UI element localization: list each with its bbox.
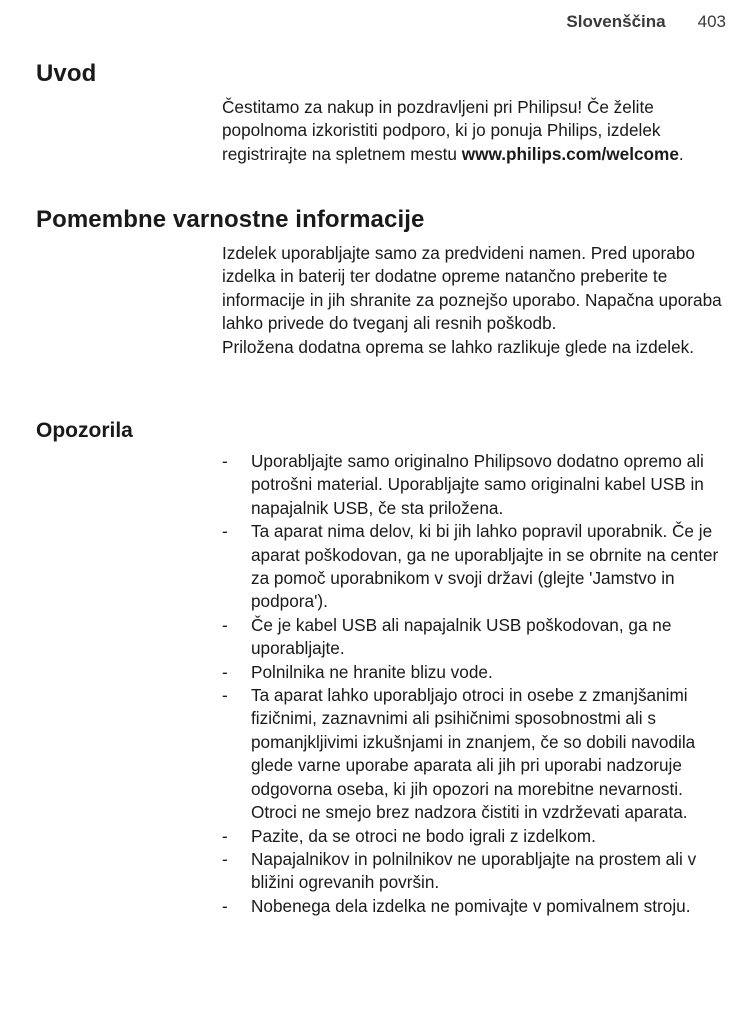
bullet-dash: -: [222, 661, 228, 682]
intro-paragraph: [222, 96, 722, 166]
safety-paragraph-1: Izdelek uporabljajte samo za predvideni namen. Pred uporabo izdelka in baterij ter dodatne opreme natančno preberite te informacije in jih shranite za poznejšo uporabo. Napačna uporaba lahko privede do tveganj ali resnih poškodb.: [222, 243, 722, 334]
philips-welcome-link[interactable]: www.philips.com/welcome: [461, 143, 679, 164]
bullet-dash: -: [222, 895, 228, 916]
intro-text-end: .: [678, 143, 684, 164]
list-item: [222, 684, 722, 824]
bullet-dash: -: [222, 685, 228, 706]
running-header: [566, 12, 726, 32]
warning-text: Ta aparat nima delov, ki bi jih lahko popravil uporabnik. Če je aparat poškodovan, ga ne uporabljajte in se obrnite na center za pomoč uporabnikom v svoji državi (glejte 'Jamstvo in podpora').: [251, 521, 719, 612]
safety-paragraph-2: Priložena dodatna oprema se lahko razlikuje glede na izdelek.: [222, 336, 694, 357]
warnings-heading: Opozorila: [36, 419, 133, 442]
header-language: Slovenščina: [566, 12, 666, 31]
bullet-dash: -: [222, 521, 228, 542]
list-item: [222, 825, 722, 848]
warning-text: Pazite, da se otroci ne bodo igrali z izdelkom.: [251, 825, 596, 846]
list-item: [222, 848, 722, 895]
warning-text: Če je kabel USB ali napajalnik USB poškodovan, ga ne uporabljajte.: [251, 614, 672, 659]
warning-text: Napajalnikov in polnilnikov ne uporabljajte na prostem ali v bližini ogrevanih površin.: [251, 848, 697, 893]
header-page-number: 403: [697, 12, 726, 31]
warning-text: Ta aparat lahko uporabljajo otroci in osebe z zmanjšanimi fizičnimi, zaznavnimi ali psihičnimi sposobnostmi ali s pomanjkljivimi izkušnjami in znanjem, če so dobili navodila glede varne uporabe aparata ali jih pri uporabi nadzoruje odgovorna oseba, ki jih opozori na morebitne nevarnosti. Otroci ne smejo brez nadzora čistiti in vzdrževati aparata.: [251, 685, 696, 823]
list-item: [222, 895, 722, 918]
warning-text: Nobenega dela izdelka ne pomivajte v pomivalnem stroju.: [251, 895, 691, 916]
warning-text: Polnilnika ne hranite blizu vode.: [251, 661, 493, 682]
bullet-dash: -: [222, 451, 228, 471]
bullet-dash: -: [222, 848, 228, 869]
bullet-dash: -: [222, 825, 228, 846]
bullet-dash: -: [222, 614, 228, 635]
warnings-list: [222, 450, 722, 918]
warning-text: Uporabljajte samo originalno Philipsovo dodatno opremo ali potrošni material. Uporabljajte samo originalni kabel USB in napajalnik USB, če sta priložena.: [251, 451, 704, 518]
intro-heading: Uvod: [36, 60, 97, 87]
safety-body: [222, 242, 722, 359]
list-item: [222, 661, 722, 684]
list-item: [222, 614, 722, 661]
safety-heading: Pomembne varnostne informacije: [36, 206, 425, 233]
intro-body: [222, 96, 722, 166]
list-item: [222, 520, 722, 614]
list-item: [222, 450, 722, 520]
intro-text: Čestitamo za nakup in pozdravljeni pri Philipsu! Če želite popolnoma izkoristiti podporo, ki jo ponuja Philips, izdelek registrirajte na spletnem mestu: [222, 97, 661, 164]
